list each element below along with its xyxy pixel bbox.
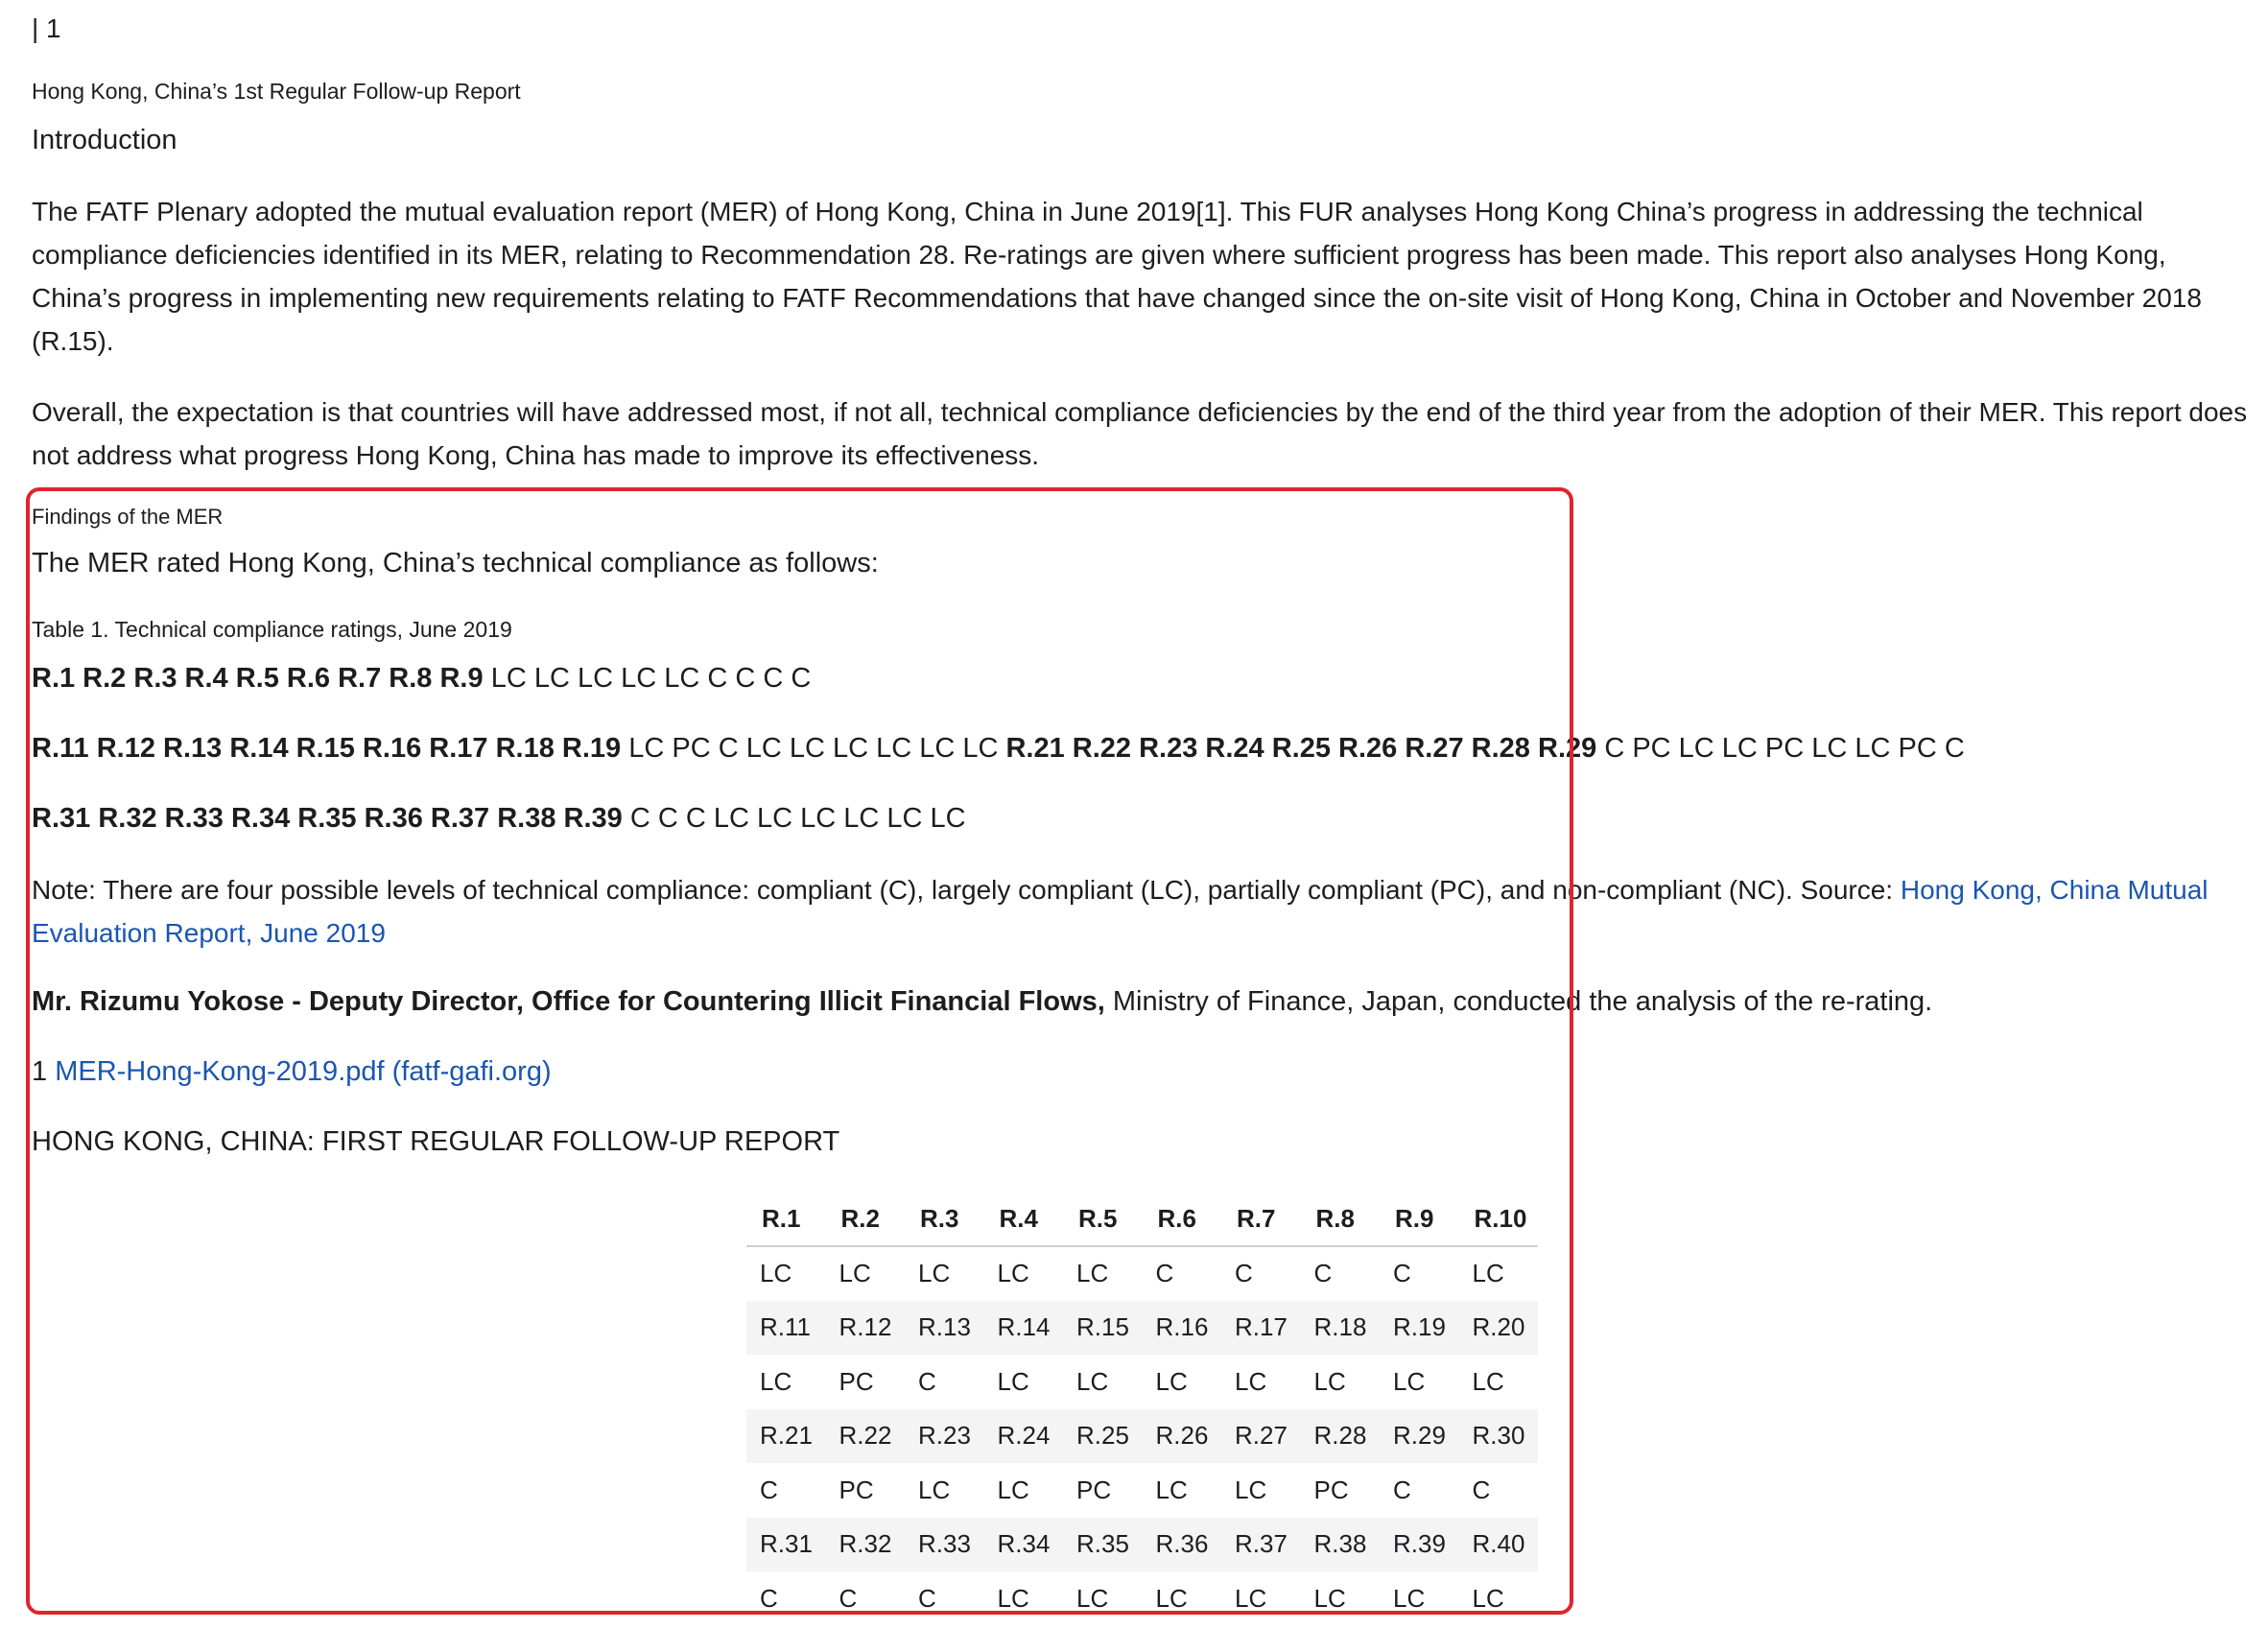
table-cell: R.24 bbox=[984, 1409, 1064, 1464]
table-row bbox=[746, 1409, 1538, 1464]
table-cell: R.26 bbox=[1143, 1409, 1222, 1464]
table-cell: R.40 bbox=[1459, 1518, 1539, 1572]
intro-paragraph-2: Overall, the expectation is that countries will have addressed most, if not all, technical compliance deficiencies by the end of the third year from the adoption of their MER. This report does not address what progress Hong Kong, China has made to improve its effectiveness. bbox=[32, 397, 2248, 470]
table-cell: R.36 bbox=[1143, 1518, 1222, 1572]
ratings-table-header bbox=[746, 1192, 1538, 1246]
table-cell: PC bbox=[839, 1366, 874, 1396]
table-cell: LC bbox=[760, 1366, 792, 1396]
table-cell: LC bbox=[1076, 1583, 1109, 1613]
table-cell: R.23 bbox=[905, 1409, 984, 1464]
ratings-line-2-values: LC PC C LC LC LC LC LC LC bbox=[628, 733, 999, 764]
table-cell: C bbox=[918, 1583, 936, 1613]
ratings-line-2 bbox=[32, 733, 1965, 765]
table-cell: PC bbox=[1076, 1475, 1112, 1504]
table-cell: R.38 bbox=[1301, 1518, 1381, 1572]
table-cell: LC bbox=[1235, 1475, 1267, 1504]
footnote bbox=[32, 1056, 552, 1088]
table-cell: LC bbox=[997, 1366, 1029, 1396]
table-cell: R.17 bbox=[1221, 1301, 1301, 1356]
table-cell: LC bbox=[1155, 1475, 1188, 1504]
ratings-table-header-cell: R.1 bbox=[746, 1192, 826, 1246]
table-row bbox=[746, 1571, 1538, 1626]
table-cell: R.19 bbox=[1380, 1301, 1459, 1356]
table-cell: C bbox=[1393, 1259, 1411, 1288]
table-cell: R.39 bbox=[1380, 1518, 1459, 1572]
table-caption: Table 1. Technical compliance ratings, June 2019 bbox=[32, 617, 512, 642]
table-cell: C bbox=[760, 1475, 778, 1504]
table-cell: LC bbox=[1076, 1366, 1109, 1396]
table-cell: LC bbox=[1155, 1366, 1188, 1396]
ratings-line-3-labels: R.31 R.32 R.33 R.34 R.35 R.36 R.37 R.38 R.39 bbox=[32, 803, 623, 834]
table-cell: C bbox=[1155, 1259, 1174, 1288]
table-row bbox=[746, 1301, 1538, 1356]
table-row bbox=[746, 1463, 1538, 1518]
table-cell: LC bbox=[1393, 1583, 1426, 1613]
table-cell: C bbox=[1472, 1475, 1491, 1504]
note-text: Note: There are four possible levels of technical compliance: compliant (C), largely compliant (LC), partially compliant (PC), and non-compliant (NC). Source: bbox=[32, 875, 1901, 905]
table-row bbox=[746, 1518, 1538, 1572]
table-cell: LC bbox=[1313, 1583, 1346, 1613]
mer-source-link[interactable]: Hong Kong, China Mutual Evaluation Report, June 2019 bbox=[32, 875, 2209, 948]
ratings-table-header-cell: R.10 bbox=[1459, 1192, 1539, 1246]
ratings-line-1 bbox=[32, 663, 811, 695]
table-row bbox=[746, 1355, 1538, 1409]
table-cell: LC bbox=[1313, 1366, 1346, 1396]
table-cell: LC bbox=[1235, 1366, 1267, 1396]
table-cell: PC bbox=[1313, 1475, 1349, 1504]
table-cell: R.28 bbox=[1301, 1409, 1381, 1464]
table-cell: R.12 bbox=[826, 1301, 906, 1356]
table-cell: R.13 bbox=[905, 1301, 984, 1356]
table-cell: R.15 bbox=[1063, 1301, 1143, 1356]
table-cell: R.29 bbox=[1380, 1409, 1459, 1464]
table-cell: LC bbox=[760, 1259, 792, 1288]
table-cell: R.33 bbox=[905, 1518, 984, 1572]
table-cell: LC bbox=[918, 1259, 951, 1288]
table-cell: LC bbox=[1076, 1259, 1109, 1288]
table-cell: R.20 bbox=[1459, 1301, 1539, 1356]
ratings-line-3-values: C C C LC LC LC LC LC LC bbox=[629, 803, 966, 834]
table-cell: PC bbox=[839, 1475, 874, 1504]
table-cell: C bbox=[1313, 1259, 1333, 1288]
ratings-table-header-cell: R.7 bbox=[1221, 1192, 1301, 1246]
footnote-number: 1 bbox=[32, 1056, 48, 1087]
table-cell: LC bbox=[1235, 1583, 1267, 1613]
ratings-table-header-cell: R.8 bbox=[1301, 1192, 1381, 1246]
intro-paragraph-1: The FATF Plenary adopted the mutual evaluation report (MER) of Hong Kong, China in June 2019[1]. This FUR analyses Hong Kong China’s progress in addressing the technical compliance deficiencies identified in its MER, relating to Recommendation 28. Re-ratings are given where sufficient progress has been made. This report also analyses Hong Kong, China’s progress in implementing new requirements relating to FATF Recommendations that have changed since the on-site visit of Hong Kong, China in October and November 2018 (R.15). bbox=[32, 197, 2202, 356]
ratings-line-1-labels: R.1 R.2 R.3 R.4 R.5 R.6 R.7 R.8 R.9 bbox=[32, 663, 484, 694]
ratings-line-1-values: LC LC LC LC LC C C C C bbox=[490, 663, 812, 694]
page-number: | 1 bbox=[32, 13, 61, 43]
table-cell: LC bbox=[1155, 1583, 1188, 1613]
table-cell: R.21 bbox=[746, 1409, 826, 1464]
table-cell: LC bbox=[918, 1475, 951, 1504]
introduction-heading: Introduction bbox=[32, 125, 177, 155]
table-cell: R.31 bbox=[746, 1518, 826, 1572]
report-title: HONG KONG, CHINA: FIRST REGULAR FOLLOW-UP REPORT bbox=[32, 1126, 840, 1157]
table-cell: LC bbox=[839, 1259, 871, 1288]
table-cell: LC bbox=[997, 1259, 1029, 1288]
table-cell: C bbox=[1235, 1259, 1253, 1288]
table-cell: LC bbox=[1472, 1259, 1504, 1288]
table-cell: C bbox=[1393, 1475, 1411, 1504]
ratings-table-header-cell: R.6 bbox=[1143, 1192, 1222, 1246]
table-cell: R.30 bbox=[1459, 1409, 1539, 1464]
ratings-table-header-cell: R.2 bbox=[826, 1192, 906, 1246]
ratings-line-2-labels-b: R.21 R.22 R.23 R.24 R.25 R.26 R.27 R.28 R.29 bbox=[1005, 733, 1597, 764]
table-cell: LC bbox=[997, 1475, 1029, 1504]
table-cell: R.34 bbox=[984, 1518, 1064, 1572]
compliance-note bbox=[32, 868, 2248, 955]
ratings-table-header-cell: R.4 bbox=[984, 1192, 1064, 1246]
table-cell: C bbox=[839, 1583, 858, 1613]
analyst-credit bbox=[32, 986, 1932, 1018]
table-cell: R.25 bbox=[1063, 1409, 1143, 1464]
ratings-line-2-labels: R.11 R.12 R.13 R.14 R.15 R.16 R.17 R.18 R.19 bbox=[32, 733, 622, 764]
table-cell: LC bbox=[1472, 1583, 1504, 1613]
table-cell: C bbox=[760, 1583, 778, 1613]
findings-heading: Findings of the MER bbox=[32, 505, 224, 529]
table-cell: R.14 bbox=[984, 1301, 1064, 1356]
ratings-table-header-cell: R.3 bbox=[905, 1192, 984, 1246]
analyst-name: Mr. Rizumu Yokose - Deputy Director, Office for Countering Illicit Financial Flows, bbox=[32, 986, 1105, 1017]
running-title: Hong Kong, China’s 1st Regular Follow-up Report bbox=[32, 79, 521, 104]
analyst-detail: Ministry of Finance, Japan, conducted the analysis of the re-rating. bbox=[1104, 986, 1933, 1017]
ratings-line-3 bbox=[32, 803, 966, 835]
footnote-link[interactable]: MER-Hong-Kong-2019.pdf (fatf-gafi.org) bbox=[55, 1056, 552, 1087]
technical-compliance-intro: The MER rated Hong Kong, China’s technical compliance as follows: bbox=[32, 548, 879, 578]
table-cell: LC bbox=[1472, 1366, 1504, 1396]
ratings-line-2-values-b: C PC LC LC PC LC LC PC C bbox=[1604, 733, 1965, 764]
ratings-table bbox=[746, 1192, 1538, 1626]
table-cell: R.37 bbox=[1221, 1518, 1301, 1572]
table-cell: R.27 bbox=[1221, 1409, 1301, 1464]
table-cell: R.18 bbox=[1301, 1301, 1381, 1356]
table-cell: R.22 bbox=[826, 1409, 906, 1464]
table-cell: C bbox=[918, 1366, 936, 1396]
table-cell: LC bbox=[997, 1583, 1029, 1613]
table-cell: R.16 bbox=[1143, 1301, 1222, 1356]
ratings-table-header-cell: R.9 bbox=[1380, 1192, 1459, 1246]
table-row bbox=[746, 1246, 1538, 1301]
table-cell: R.35 bbox=[1063, 1518, 1143, 1572]
table-cell: LC bbox=[1393, 1366, 1426, 1396]
ratings-table-header-cell: R.5 bbox=[1063, 1192, 1143, 1246]
table-cell: R.11 bbox=[746, 1301, 826, 1356]
table-cell: R.32 bbox=[826, 1518, 906, 1572]
